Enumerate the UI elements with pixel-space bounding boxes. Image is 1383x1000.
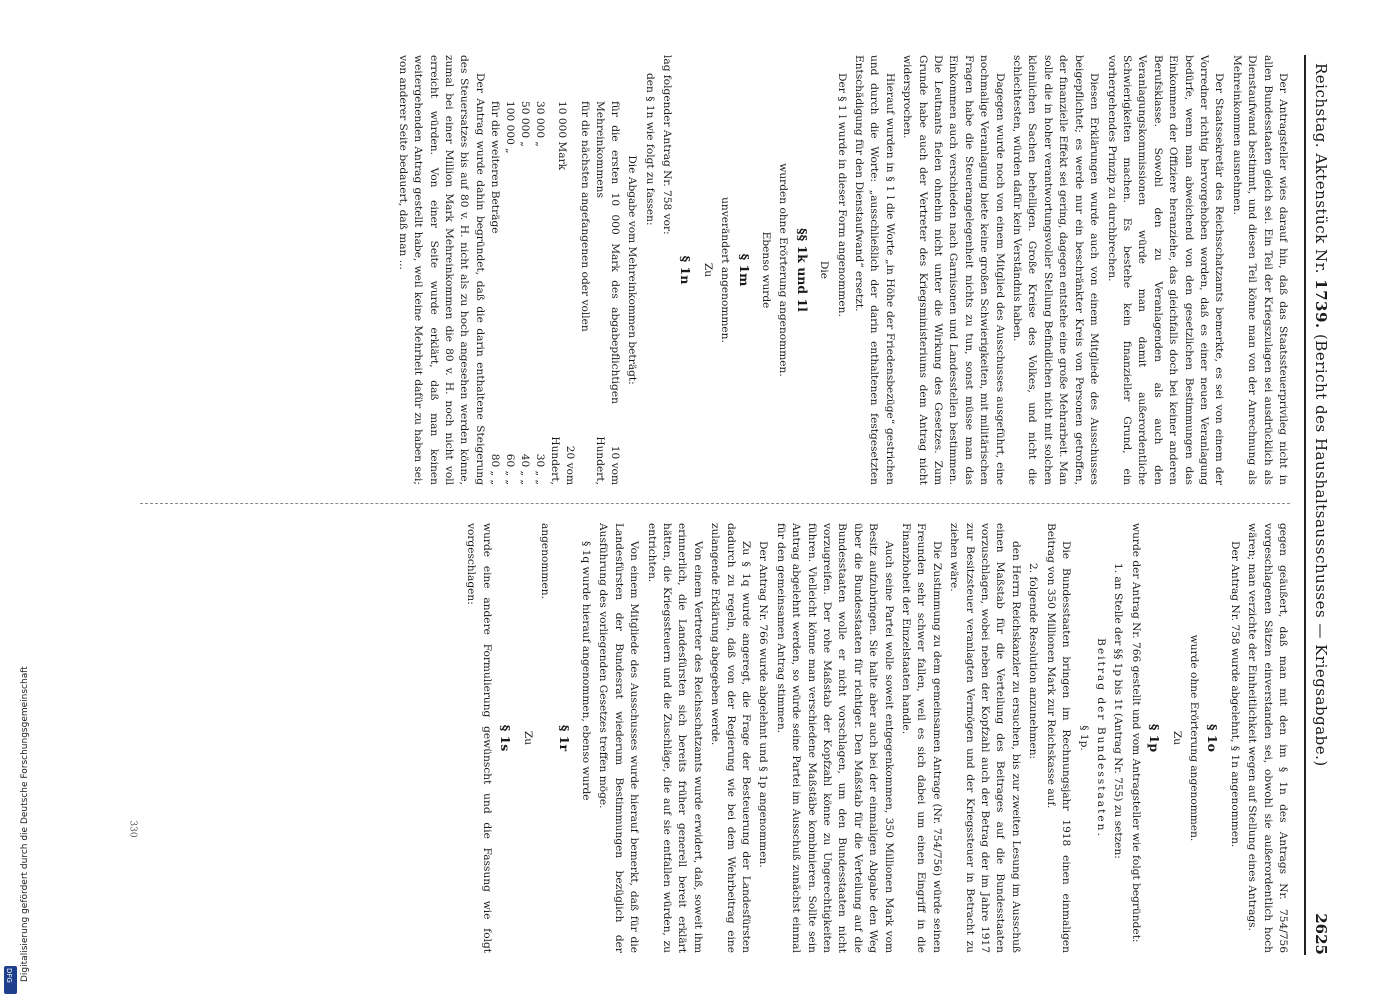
paragraph: Die [818, 260, 831, 280]
paragraph: Die Abgabe vom Mehreinkommen beträgt: [626, 155, 639, 385]
paragraph: wurde eine andere Formulierung gewünscht und die Fassung wie folgt vorgeschlagen: [465, 523, 493, 953]
footer-text: Digitalisierung gefördert durch die Deutsche Forschungsgemeinschaft [20, 666, 30, 982]
subsection: § 1p. [1077, 725, 1090, 751]
paragraph: Dagegen wurde noch von einem Mitglied des Ausschusses ausgeführt, eine nochmalige Veranlagung biete keine großen Schwierigkeiten, mit militärischen Fragen habe die Steuerangelegenheit nichts zu tun, sonst müsse man das Einkommen auch verschieden nach Garnisonen und Landesstellen bestimmen. Die Leutnants fielen ohnehin nicht unter die Wirkung des Gesetzes. Zum Grunde habe auch der Vertreter des Kriegsministeriums dem Antrag nicht widersprochen. [901, 55, 1006, 485]
table-cell: 10 vom Hundert, [593, 436, 621, 485]
right-column [461, 523, 1290, 953]
table-cell: für die ersten 10 000 Mark des abgabepflichtigen Mehreinkommens [593, 101, 621, 404]
paragraph: gegen geäußert, daß man mit den im § 1n des Antrags Nr. 754/756 vorgeschlagenen Sätzen einverstanden sei, obwohl sie außerordentlich hoch wären; man verzichte der Einheitlichkeit wegen auf Stellung eines Antrags. [1246, 523, 1289, 953]
table-cell: 30 000 „ [533, 101, 546, 147]
page-number: 2625 [1312, 913, 1330, 955]
table-row [577, 55, 592, 485]
section-heading: §§ 1k und 1l [794, 228, 810, 312]
section-heading: § 1p [1147, 723, 1163, 753]
paragraph: lag folgender Antrag Nr. 758 vor: [660, 55, 673, 235]
header-number: 1739. [1312, 279, 1330, 329]
header-subtitle: (Bericht des Haushaltsausschusses — Kriegsabgabe.) [1312, 333, 1330, 767]
left-column [392, 55, 1290, 485]
page-mark: 330 [127, 820, 138, 838]
subheading: Beitrag der Bundesstaaten. [1094, 638, 1107, 838]
header-rule [1304, 55, 1306, 955]
table-cell: 20 vom Hundert, [548, 436, 576, 485]
table-row [592, 55, 622, 485]
paragraph: unverändert angenommen. [719, 197, 732, 343]
paragraph: Der Antrag wurde dahin begründet, daß die darin enthaltene Steigerung des Steuersatzes bis auf 80 v. H. nicht als zu hoch angesehen werden könne, zumal bei einer Million Mark Mehreinkommen die 80 v. H. noch nicht voll erreicht würden. Von einer Seite wurde erklärt, daß man keinen weitergehenden Antrag gestellt habe, weil keine Mehrheit dafür zu haben sei; von anderer Seite bedauert, daß man ... [396, 55, 486, 485]
paragraph: Von einem Mitgliede des Ausschusses wurde hierauf bemerkt, daß für die Landesfürsten der Bundesrat wiederum Bestimmungen bezüglich der Ausführung des vorliegenden Gesetzes treffen möge. [597, 523, 641, 953]
page-header [1308, 55, 1330, 955]
paragraph: Der Antragsteller wies darauf hin, daß das Staatssteuerprivileg nicht in allen Bundesstaaten gleich sei. Ein Teil der Kriegszulagen sei ausdrücklich als Dienstaufwand bestimmt, und diesen Teil könne man von der Anrechnung als Mehreinkommen ausnehmen. [1230, 55, 1289, 485]
header-title-text: Reichstag. Aktenstück Nr. [1312, 63, 1330, 274]
paragraph: wurden ohne Erörterung angenommen. [777, 163, 790, 377]
paragraph: Diesen Erklärungen wurde auch von einem Mitgliede des Ausschusses beigepflichtet; es werde nur ein beschränkter Kreis von Personen getroffen, der finanzielle Effekt sei gering, dagegen entstehe eine große Mehrarbeit. Man solle die in hoher verantwortungsvoller Stellung Befindlichen nicht mit solchen kleinlichen Sachen behelligen. Große Kreise des Volkes, und nicht die schlechtesten, würden dafür kein Verständnis haben. [1011, 55, 1101, 485]
paragraph: wurde der Antrag Nr. 766 gestellt und vom Antragsteller wie folgt begründet: [1129, 523, 1142, 943]
paragraph: Der § 1 l wurde in dieser Form angenommen. [835, 73, 848, 317]
digitization-footer [6, 602, 30, 997]
paragraph: Die Bundesstaaten bringen im Rechnungsjahr 1918 einen einmaligen Beitrag von 350 Millionen Mark zur Reichskasse auf. [1044, 523, 1073, 953]
section-heading: § 1r [556, 724, 572, 752]
table-cell: 50 000 „ [518, 101, 531, 147]
header-title [1312, 63, 1330, 767]
paragraph: angenommen. [539, 523, 552, 599]
table-row [487, 55, 502, 485]
paragraph: Zu [521, 730, 534, 746]
paragraph: Von einem Vertreter des Reichsschatzamts wurde erwidert, daß, soweit ihm erinnerlich, die Landesfürsten sich bereits früher generell bereit erklärt hätten, die Kriegssteuern und die Zuschläge, die auf sie entfallen würden, zu entrichten. [645, 523, 704, 953]
table-cell: 80 „ „ [488, 453, 501, 485]
table-row [502, 55, 517, 485]
table-cell: 40 „ „ [518, 453, 531, 485]
table-cell: für die weiteren Beträge [488, 101, 501, 234]
paragraph: wurde ohne Erörterung angenommen. [1187, 634, 1200, 842]
dfg-logo-text: DFG [5, 968, 13, 983]
dfg-logo-icon [4, 966, 17, 994]
table-cell: für die nächsten angefangenen oder vollen [578, 101, 591, 332]
table-row [532, 55, 547, 485]
table-row [517, 55, 532, 485]
table-row [547, 55, 577, 485]
rate-table [487, 55, 622, 485]
section-heading: § 1s [498, 724, 514, 752]
table-cell: 60 „ „ [503, 453, 516, 485]
list-item: 2. folgende Resolution anzunehmen: [1027, 563, 1040, 760]
paragraph: Hierauf wurden in § 1 l die Worte „in Höhe der Friedensbezüge“ gestrichen und durch die Worte: „ausschließlich der darin enthaltenen festgesetzten Entschädigung für den Dienstaufwand“ ersetzt. [853, 55, 896, 485]
table-cell: 10 000 Mark [556, 101, 569, 171]
table-cell: 30 „ „ [533, 453, 546, 485]
rotated-page [100, 55, 1330, 955]
table-cell: 100 000 „ [503, 101, 516, 154]
paragraph: Die Zustimmung zu dem gemeinsamen Antrage (Nr. 754/756) würde seinen Freunden sehr schwer fallen, weil es sich dabei um einen Eingriff in die Finanzhoheit der Einzelstaaten handle. [900, 523, 943, 953]
paragraph: Ebenso wurde [760, 231, 772, 309]
paragraph: Der Antrag Nr. 758 wurde abgelehnt, § 1n angenommen. [1228, 541, 1241, 848]
paragraph: den § 1n wie folgt zu fassen: [643, 73, 656, 226]
paragraph: Zu [701, 262, 714, 278]
paragraph: Zu [1170, 730, 1183, 746]
paragraph: Zu § 1q wurde angeregt, die Frage der Besteuerung der Landesfürsten dadurch zu regeln, daß von der Regierung wie bei dem Wehrbeitrag eine zulangende Erklärung abgegeben werde. [709, 523, 752, 953]
paragraph: Auch seine Partei wolle soweit entgegenkommen, 350 Millionen Mark vom Besitz aufzubringen. Sie halte aber auch bei der einmaligen Abgabe den Weg über die Bundesstaaten für richtiger. Den Maßstab für die Verteilung auf die Bundesstaaten wolle er nicht vorschlagen, um den Bundesstaaten nicht vorzugreifen. Der rohe Maßstab der Kopfzahl könne zu Ungerechtigkeiten führen. Vielleicht könne man verschiedene Maßstäbe kombinieren. Sollte sein Antrag abgelehnt werden, so würde seine Partei im Ausschuß zunächst einmal für den gemeinsamen Antrag stimmen. [774, 523, 895, 953]
section-heading: § 1n [678, 255, 694, 285]
column-divider [140, 503, 1290, 504]
paragraph: den Herrn Reichskanzler zu ersuchen, bis zur zweiten Lesung im Ausschuß einen Maßstab für die Verteilung des Beitrages auf die Bundesstaaten vorzuschlagen, wobei neben der Kopfzahl auch der Betrag der im Jahre 1917 zur Besitzsteuer veranlagten Vermögen und der Kriegssteuer in Betracht zu ziehen wäre. [948, 523, 1022, 953]
paragraph: Der Staatssekretär des Reichsschatzamts bemerkte, es sei von einem der Vorredner richtig hervorgehoben worden, daß es einer neuen Veranlagung bedürfe, wenn man abweichend von den gesetzlichen Bestimmungen das Einkommen der Offiziere heranziehe, das gleichfalls doch bei keiner anderen Berufsklasse. Sowohl den zu Veranlagenden als auch den Veranlagungskommissionen würde man damit außerordentliche Schwierigkeiten machen. Es bestehe kein finanzieller Grund, ein vorhergehendes Prinzip zu durchbrechen. [1105, 55, 1226, 485]
list-item: 1. an Stelle der §§ 1p bis 1t (Antrag Nr. 755) zu setzen: [1112, 563, 1125, 859]
section-heading: § 1m [736, 253, 752, 287]
paragraph: Der Antrag Nr. 766 wurde abgelehnt und § 1p angenommen. [757, 541, 770, 868]
paragraph: § 1q wurde hierauf angenommen, ebenso wurde [579, 541, 592, 801]
section-heading: § 1o [1205, 724, 1221, 752]
